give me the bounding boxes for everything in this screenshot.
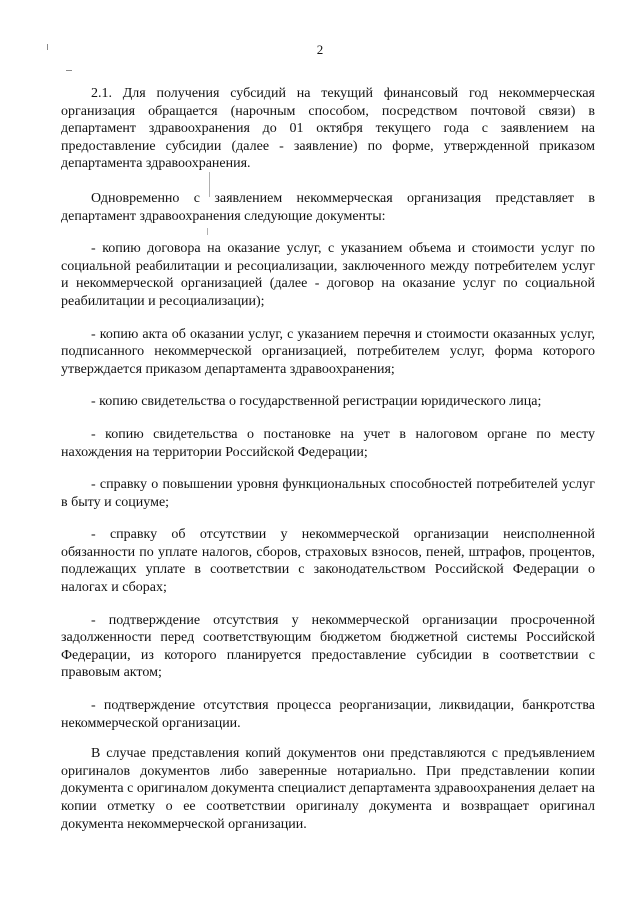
paragraph-documents-intro: Одновременно с заявлением некоммерческая организация представляет в департамент здравоохранения следующие документы: — [61, 190, 595, 224]
list-item-service-act-copy: - копию акта об оказании услуг, с указанием перечня и стоимости оказанных услуг, подписанного некоммерческой организацией, потребителем услуг, форма которого утверждается приказом департамента здравоохранения; — [61, 326, 595, 377]
list-item-service-contract-copy: - копию договора на оказание услуг, с указанием объема и стоимости услуг по социальной реабилитации и ресоциализации, заключенного между потребителем услуг и некоммерческой организацией (далее - договор на оказание услуг по социальной реабилитации и ресоциализации); — [61, 241, 595, 309]
paragraph-subsidy-application: 2.1. Для получения субсидий на текущий финансовый год некоммерческая организация обращается (нарочным способом, посредством почтовой связи) в департамент здравоохранения до 01 октября текущего года с заявлением на предоставление субсидии (далее - заявление) по форме, утвержденной приказом департамента здравоохранения. — [61, 86, 595, 172]
list-item-tax-registration: - копию свидетельства о постановке на учет в налоговом органе по месту нахождения на территории Российской Федерации; — [61, 426, 595, 460]
list-item-registration-certificate: - копию свидетельства о государственной регистрации юридического лица; — [91, 394, 542, 410]
document-body — [61, 85, 595, 833]
list-item-no-tax-debt-certificate: - справку об отсутствии у некоммерческой организации неисполненной обязанности по уплате налогов, сборов, страховых взносов, пеней, штрафов, процентов, подлежащих уплате в соответствии с законодательством Российской Федерации о налогах и сборах; — [61, 527, 595, 596]
scan-artifact — [66, 70, 72, 71]
paragraph-copies-procedure: В случае представления копий документов они представляются с предъявлением оригиналов документов либо заверенные нотариально. При представлении копии документа с оригиналом документа специалист департамента здравоохранения делает на копии отметку о ее соответствии оригиналу документа и возвращает оригинал документа некоммерческой организации. — [61, 746, 595, 832]
page-number: 2 — [316, 42, 324, 57]
scan-artifact — [47, 44, 48, 50]
list-item-no-reorganization: - подтверждение отсутствия процесса реорганизации, ликвидации, банкротства некоммерческой организации. — [61, 698, 595, 731]
list-item-no-budget-arrears: - подтверждение отсутствия у некоммерческой организации просроченной задолженности перед соответствующим бюджетом бюджетной системы Российской Федерации, из которого планируется предоставление субсидии в соответствии с правовым актом; — [61, 612, 595, 681]
list-item-functional-ability-certificate: - справку о повышении уровня функциональных способностей потребителей услуг в быту и социуме; — [61, 477, 595, 510]
